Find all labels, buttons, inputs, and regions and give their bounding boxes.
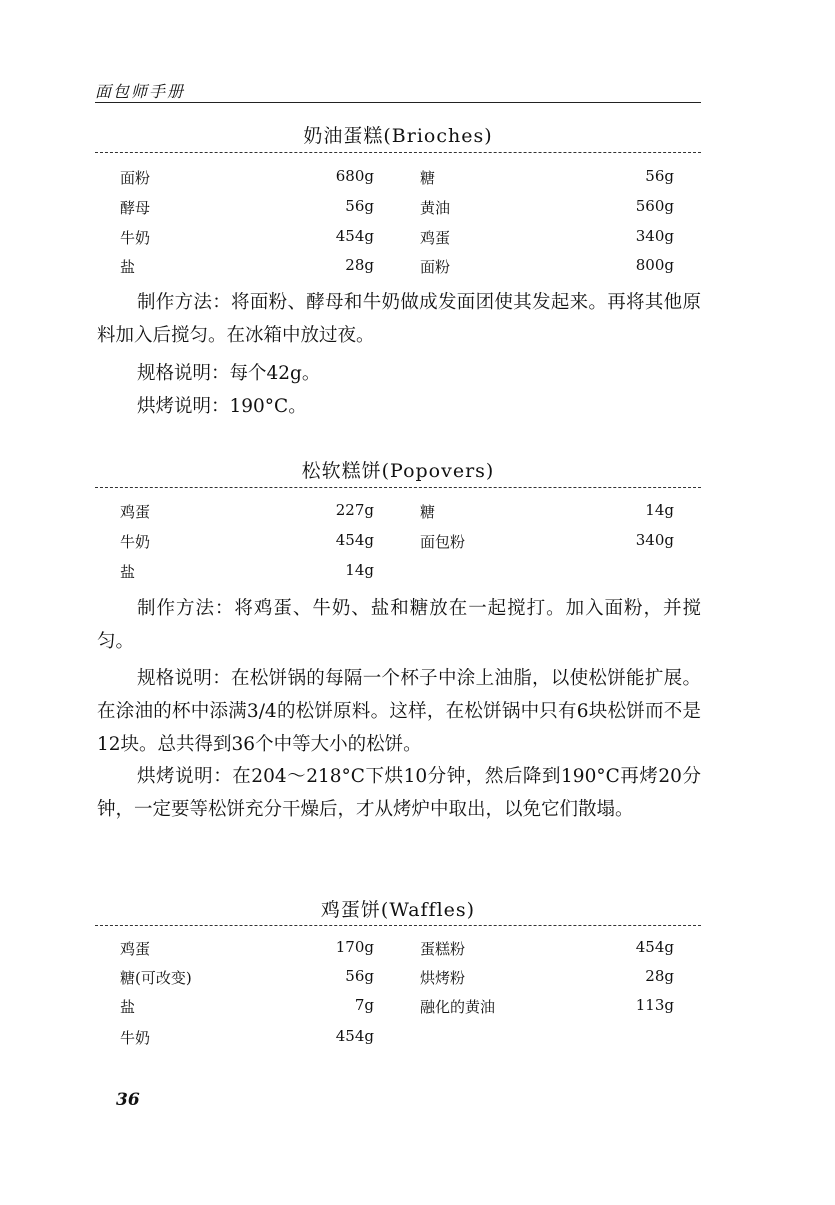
- ingredient-name: 牛奶: [120, 533, 151, 551]
- ingredient-amount: 454g: [335, 1027, 374, 1045]
- ingredient-amount: 7g: [354, 996, 374, 1014]
- ingredient-name: 盐: [120, 563, 136, 581]
- ingredient-amount: 560g: [635, 197, 674, 215]
- ingredient-row: [120, 227, 674, 257]
- title-rule: [95, 152, 701, 153]
- baking-paragraph: 烘烤说明：190°C。: [137, 396, 307, 417]
- ingredient-name: 牛奶: [120, 229, 151, 247]
- ingredient-name: 融化的黄油: [420, 998, 496, 1016]
- ingredient-amount: 800g: [635, 256, 674, 274]
- ingredient-amount: 56g: [645, 167, 674, 185]
- title-rule: [95, 925, 701, 926]
- ingredient-amount: 28g: [345, 256, 374, 274]
- ingredient-amount: 28g: [645, 967, 674, 985]
- ingredient-name: 牛奶: [120, 1029, 151, 1047]
- recipe-title: 鸡蛋饼(Waffles): [320, 899, 476, 921]
- ingredient-amount: 454g: [335, 531, 374, 549]
- ingredient-name: 酵母: [120, 199, 151, 217]
- ingredient-row: [120, 967, 674, 997]
- running-header: 面包师手册: [95, 82, 186, 101]
- ingredient-row: [120, 531, 674, 561]
- ingredient-row: [120, 938, 674, 968]
- baking-paragraph: 烘烤说明：在204～218°C下烘10分钟，然后降到190°C再烤20分钟，一定要等松饼充分干燥后，才从烤炉中取出，以免它们散塌。: [97, 766, 701, 820]
- ingredient-amount: 454g: [635, 938, 674, 956]
- ingredient-name: 盐: [120, 998, 136, 1016]
- ingredient-name: 糖(可改变): [120, 969, 192, 987]
- ingredient-row: [120, 996, 674, 1026]
- ingredient-name: 盐: [120, 258, 136, 276]
- ingredient-amount: 454g: [335, 227, 374, 245]
- ingredient-name: 糖: [420, 503, 436, 521]
- ingredient-name: 烘烤粉: [420, 969, 466, 987]
- ingredient-row: [120, 561, 674, 591]
- ingredient-amount: 227g: [335, 501, 374, 519]
- size-paragraph: 规格说明：在松饼锅的每隔一个杯子中涂上油脂，以使松饼能扩展。在涂油的杯中添满3/4的松饼原料。这样，在松饼锅中只有6块松饼而不是12块。总共得到36个中等大小的松饼。: [97, 668, 701, 755]
- recipe-title: 奶油蛋糕(Brioches): [303, 125, 493, 147]
- ingredient-name: 面包粉: [420, 533, 466, 551]
- ingredient-name: 鸡蛋: [120, 940, 151, 958]
- ingredient-name: 面粉: [120, 169, 151, 187]
- page-number: 36: [116, 1090, 140, 1110]
- ingredient-name: 黄油: [420, 199, 451, 217]
- ingredient-name: 鸡蛋: [420, 229, 451, 247]
- ingredient-amount: 340g: [635, 227, 674, 245]
- ingredient-name: 鸡蛋: [120, 503, 151, 521]
- ingredient-amount: 113g: [635, 996, 674, 1014]
- ingredient-row: [120, 501, 674, 531]
- ingredient-row: [120, 197, 674, 227]
- ingredient-row: [120, 167, 674, 197]
- header-rule: [95, 102, 701, 103]
- title-rule: [95, 487, 701, 488]
- ingredient-amount: 170g: [335, 938, 374, 956]
- method-paragraph: 制作方法：将面粉、酵母和牛奶做成发面团使其发起来。再将其他原料加入后搅匀。在冰箱中放过夜。: [97, 292, 701, 346]
- ingredient-amount: 56g: [345, 967, 374, 985]
- method-paragraph: 制作方法：将鸡蛋、牛奶、盐和糖放在一起搅打。加入面粉，并搅匀。: [97, 598, 701, 652]
- ingredient-amount: 56g: [345, 197, 374, 215]
- size-paragraph: 规格说明：每个42g。: [137, 363, 321, 384]
- ingredient-name: 面粉: [420, 258, 451, 276]
- ingredient-row: [120, 256, 674, 286]
- ingredient-amount: 680g: [335, 167, 374, 185]
- ingredient-amount: 14g: [345, 561, 374, 579]
- recipe-title: 松软糕饼(Popovers): [301, 460, 495, 482]
- ingredient-name: 糖: [420, 169, 436, 187]
- ingredient-name: 蛋糕粉: [420, 940, 466, 958]
- ingredient-amount: 340g: [635, 531, 674, 549]
- ingredient-amount: 14g: [645, 501, 674, 519]
- ingredient-row: [120, 1027, 674, 1057]
